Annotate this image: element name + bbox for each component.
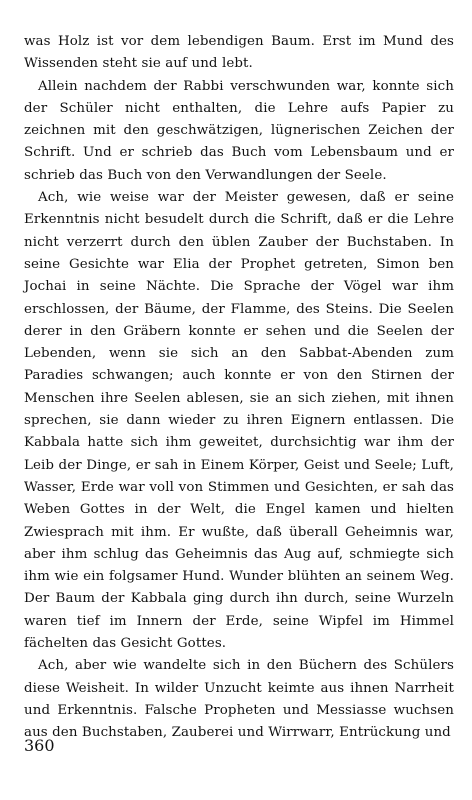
paragraph-scribe: Allein nachdem der Rabbi verschwunden war, konnte sich der Schüler nicht enthalten, die Lehre aufs Papier zu zeichnen mit den geschwätzigen, lügnerischen Zeichen der Schrift. Und er schrieb das Buch vom Lebensbaum und er schrieb das Buch von den Verwandlungen der Seele. (24, 78, 454, 183)
paragraph-continuation: was Holz ist vor dem lebendigen Baum. Erst im Mund des Wissenden steht sie auf und lebt. (24, 34, 454, 72)
paragraph-master: Ach, wie weise war der Meister gewesen, daß er seine Erkenntnis nicht besudelt durch die Schrift, daß er die Lehre nicht verzerrt durch den üblen Zauber der Buchstaben. In seine Gesichte war Elia der Prophet getreten, Simon ben Jochai in seine Nächte. Die Sprache der Vögel war ihm erschlossen, der Bäume, der Flamme, des Steins. Die Seelen derer in den Gräbern konnte er sehen und die Seelen der Lebenden, wenn sie sich an den Sabbat-Abenden zum Paradies schwangen; auch konnte er von den Stirnen der Menschen ihre Seelen ablesen, sie an sich ziehen, mit ihnen sprechen, sie dann wieder zu ihren Eignern entlassen. Die Kabbala hatte sich ihm geweitet, durchsichtig war ihm der Leib der Dinge, er sah in Einem Körper, Geist und Seele; Luft, Wasser, Erde war voll von Stimmen und Gesichten, er sah das Weben Gottes in der Welt, die Engel kamen und hielten Zwiesprach mit ihm. Er wußte, daß überall Geheimnis war, aber ihm schlug das Geheimnis das Aug auf, schmiegte sich ihm wie ein folgsamer Hund. Wunder blühten an seinem Weg. Der Baum der Kabbala ging durch ihn durch, seine Wurzeln waren tief im Innern der Erde, seine Wipfel im Himmel fächelten das Gesicht Gottes. (24, 190, 454, 652)
paragraph-wisdom-transformed: Ach, aber wie wandelte sich in den Büchern des Schülers diese Weisheit. In wilder Unzucht keimte aus ihnen Narrheit und Erkenntnis. Falsche Propheten und Messiasse wuchsen aus den Buchstaben, Zauberei und Wirrwarr, Entrückung und (24, 658, 454, 741)
page-number: 360 (24, 736, 55, 755)
body-text (24, 31, 454, 745)
